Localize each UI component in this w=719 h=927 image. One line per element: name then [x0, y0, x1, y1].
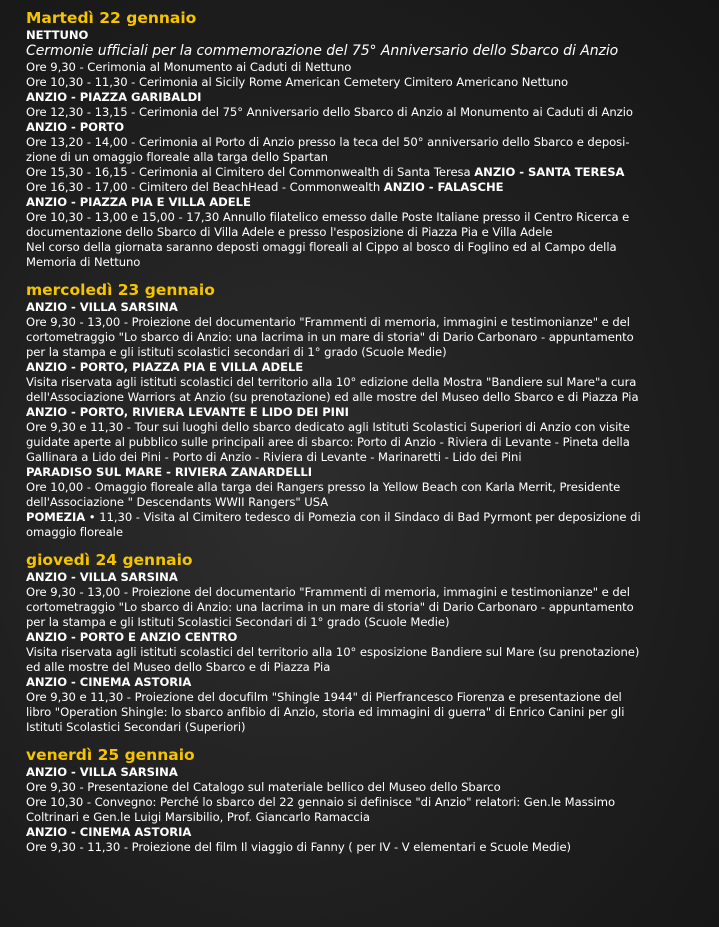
event-line: Ore 9,30 - 11,30 - Proiezione del film Il viaggio di Fanny ( per IV - V elementari e Scuole Medie)	[26, 840, 571, 854]
location-heading: ANZIO - PIAZZA PIA E VILLA ADELE	[26, 195, 251, 209]
event-line: documentazione dello Sbarco di Villa Adele e presso l'esposizione di Piazza Pia e Villa Adele	[26, 225, 553, 239]
event-line: Ore 10,30 - 13,00 e 15,00 - 17,30 Annullo filatelico emesso dalle Poste Italiane presso il Centro Ricerca e	[26, 210, 630, 224]
event-line: Visita riservata agli istituti scolastici del territorio alla 10° esposizione Bandiere sul Mare (su prenotazione)	[26, 645, 640, 659]
location-heading: ANZIO - PIAZZA GARIBALDI	[26, 90, 202, 104]
day-section	[26, 746, 707, 855]
event-line: Ore 13,20 - 14,00 - Cerimonia al Porto di Anzio presso la teca del 50° anniversario dello Sbarco e deposi-	[26, 135, 630, 149]
event-line: Ore 9,30 e 11,30 - Proiezione del docufilm "Shingle 1944" di Pierfrancesco Fiorenza e presentazione del	[26, 690, 622, 704]
day-title: Martedì 22 gennaio	[26, 9, 197, 27]
location-heading: PARADISO SUL MARE - RIVIERA ZANARDELLI	[26, 465, 313, 479]
event-text: Ore 15,30 - 16,15 - Cerimonia al Cimitero del Commonwealth di Santa Teresa	[26, 165, 475, 179]
event-text: • 11,30 - Visita al Cimitero tedesco di Pomezia con il Sindaco di Bad Pyrmont per deposizione di	[85, 510, 641, 524]
day-title: mercoledì 23 gennaio	[26, 281, 215, 299]
event-line: dell'Associazione " Descendants WWII Rangers" USA	[26, 495, 329, 509]
event-line: Ore 12,30 - 13,15 - Cerimonia del 75° Anniversario dello Sbarco di Anzio al Monumento ai Caduti di Anzio	[26, 105, 633, 119]
event-line: guidate aperte al pubblico sulle principali aree di sbarco: Porto di Anzio - Riviera di Levante - Pineta della	[26, 435, 630, 449]
event-line: Ore 10,30 - 11,30 - Cerimonia al Sicily Rome American Cemetery Cimitero Americano Nettuno	[26, 75, 569, 89]
day-title: venerdì 25 gennaio	[26, 746, 195, 764]
event-line: zione di un omaggio floreale alla targa dello Spartan	[26, 150, 328, 164]
event-line: Ore 9,30 - 13,00 - Proiezione del documentario "Frammenti di memoria, immagini e testimonianze" e del	[26, 315, 630, 329]
event-location: POMEZIA	[26, 510, 86, 524]
event-line: Ore 9,30 - Cerimonia al Monumento ai Caduti di Nettuno	[26, 60, 352, 74]
day-section	[26, 551, 707, 735]
event-line: omaggio floreale	[26, 525, 123, 539]
event-line: libro "Operation Shingle: lo sbarco anfibio di Anzio, storia ed immagini di guerra" di Enrico Canini per gli	[26, 705, 625, 719]
event-line: Ore 10,30 - Convegno: Perché lo sbarco del 22 gennaio si definisce "di Anzio" relatori: Gen.le Massimo	[26, 795, 616, 809]
event-line: cortometraggio "Lo sbarco di Anzio: una lacrima in un mare di storia" di Dario Carbonaro - appuntamento	[26, 330, 634, 344]
event-line	[26, 510, 707, 525]
location-heading: ANZIO - PORTO, PIAZZA PIA E VILLA ADELE	[26, 360, 304, 374]
location-heading: ANZIO - CINEMA ASTORIA	[26, 825, 192, 839]
event-line: per la stampa e gli istituti scolastici secondari di 1° grado (Scuole Medie)	[26, 345, 447, 359]
event-line: Memoria di Nettuno	[26, 255, 141, 269]
location-heading: ANZIO - PORTO E ANZIO CENTRO	[26, 630, 238, 644]
location-heading: ANZIO - PORTO, RIVIERA LEVANTE E LIDO DEI PINI	[26, 405, 349, 419]
location-heading: ANZIO - VILLA SARSINA	[26, 765, 178, 779]
event-line: Ore 9,30 - 13,00 - Proiezione del documentario "Frammenti di memoria, immagini e testimonianze" e del	[26, 585, 630, 599]
event-line: ed alle mostre del Museo dello Sbarco e di Piazza Pia	[26, 660, 331, 674]
event-line: Nel corso della giornata saranno deposti omaggi floreali al Cippo al bosco di Foglino ed al Campo della	[26, 240, 617, 254]
event-line: Visita riservata agli istituti scolastici del territorio alla 10° edizione della Mostra "Bandiere sul Mare"a cura	[26, 375, 637, 389]
location-heading: NETTUNO	[26, 28, 89, 42]
day-section	[26, 281, 707, 540]
event-line: Gallinara a Lido dei Pini - Porto di Anzio - Riviera di Levante - Marinaretti - Lido dei Pini	[26, 450, 522, 464]
event-line: cortometraggio "Lo sbarco di Anzio: una lacrima in un mare di storia" di Dario Carbonaro - appuntamento	[26, 600, 634, 614]
day-section	[26, 9, 707, 270]
event-line: Ore 9,30 e 11,30 - Tour sui luoghi dello sbarco dedicato agli Istituti Scolastici Superiori di Anzio con visite	[26, 420, 630, 434]
day-title: giovedì 24 gennaio	[26, 551, 193, 569]
event-line: Ore 10,00 - Omaggio floreale alla targa dei Rangers presso la Yellow Beach con Karla Merrit, Presidente	[26, 480, 621, 494]
event-location: ANZIO - SANTA TERESA	[474, 165, 625, 179]
location-heading: ANZIO - VILLA SARSINA	[26, 570, 178, 584]
event-line: per la stampa e gli Istituti Scolastici Secondari di 1° grado (Scuole Medie)	[26, 615, 450, 629]
event-line	[26, 165, 707, 180]
location-heading: ANZIO - CINEMA ASTORIA	[26, 675, 192, 689]
event-subtitle: Cermonie ufficiali per la commemorazione del 75° Anniversario dello Sbarco di Anzio	[26, 43, 619, 59]
event-location: ANZIO - FALASCHE	[383, 180, 504, 194]
event-line: dell'Associazione Warriors at Anzio (su prenotazione) ed alle mostre del Museo dello Sbarco e di Piazza Pia	[26, 390, 639, 404]
event-line: Coltrinari e Gen.le Luigi Marsibilio, Prof. Giancarlo Ramaccia	[26, 810, 370, 824]
location-heading: ANZIO - VILLA SARSINA	[26, 300, 178, 314]
event-text: Ore 16,30 - 17,00 - Cimitero del BeachHead - Commonwealth	[26, 180, 384, 194]
location-heading: ANZIO - PORTO	[26, 120, 125, 134]
event-line	[26, 180, 707, 195]
event-line: Ore 9,30 - Presentazione del Catalogo sul materiale bellico del Museo dello Sbarco	[26, 780, 501, 794]
event-line: Istituti Scolastici Secondari (Superiori)	[26, 720, 246, 734]
